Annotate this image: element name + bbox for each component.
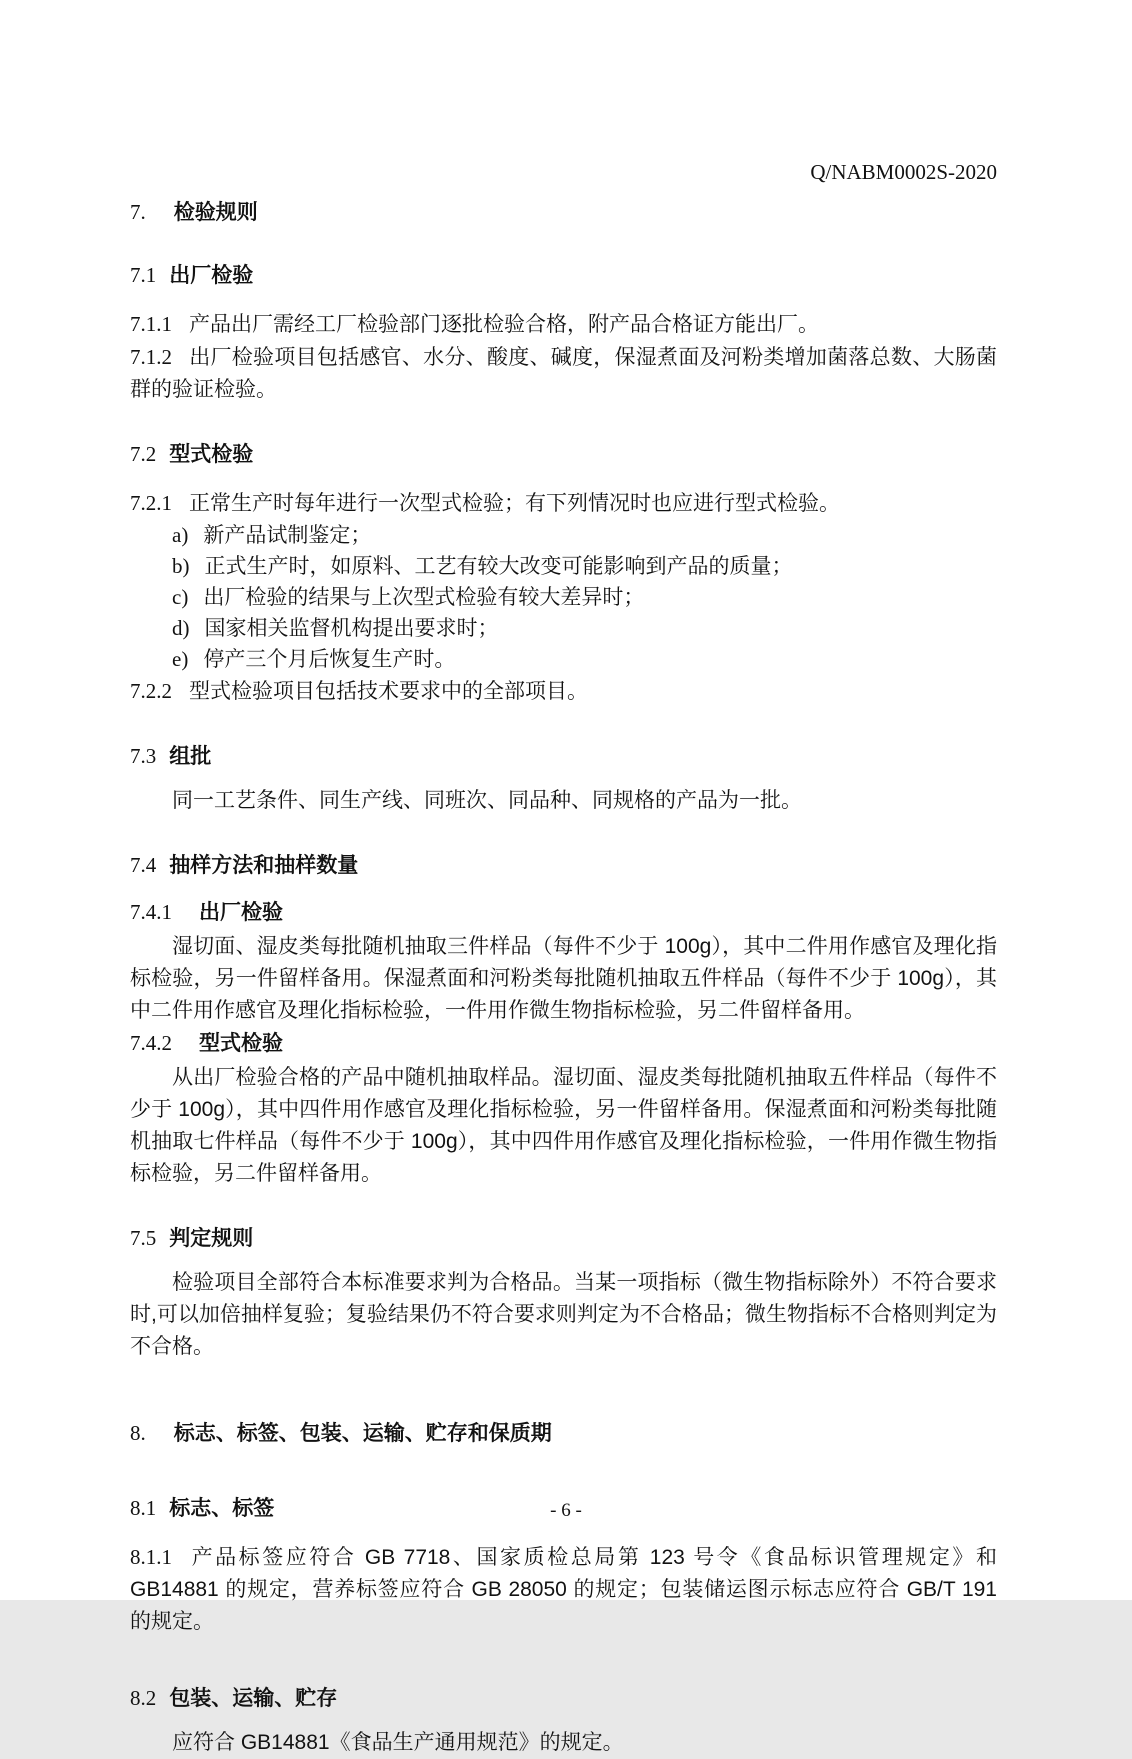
clause-8-1-1-number: 8.1.1	[130, 1545, 172, 1569]
section-8-2-title: 包装、运输、贮存	[169, 1687, 338, 1710]
section-7-4-title: 抽样方法和抽样数量	[169, 854, 359, 877]
paragraph-7-4-2: 从出厂检验合格的产品中随机抽取样品。湿切面、湿皮类每批随机抽取五件样品（每件不少于 100g），其中四件用作感官及理化指标检验，另一件留样备用。保湿煮面和河粉类每批随机抽取七件样品（每件不少于 100g），其中四件用作感官及理化指标检验，一件用作微生物指标检验，另二件留样备用。	[130, 1066, 997, 1185]
section-7-number: 7.	[130, 200, 146, 224]
section-8-number: 8.	[130, 1421, 146, 1445]
list-item-marker: a)	[172, 523, 189, 547]
clause-7-2-1-number: 7.2.1	[130, 491, 172, 515]
section-8-2-heading	[130, 1684, 997, 1713]
section-7-4-heading	[130, 851, 997, 880]
section-7-1-number: 7.1	[130, 263, 157, 287]
section-7-1-heading	[130, 261, 997, 290]
section-7-title: 检验规则	[173, 201, 258, 224]
paragraph-7-4-1: 湿切面、湿皮类每批随机抽取三件样品（每件不少于 100g），其中二件用作感官及理化指标检验，另一件留样备用。保湿煮面和河粉类每批随机抽取五件样品（每件不少于 100g），其中二件用作感官及理化指标检验，一件用作微生物指标检验，另二件留样备用。	[130, 935, 997, 1022]
clause-7-1-2	[130, 341, 997, 406]
section-7-3-title: 组批	[169, 745, 212, 768]
clause-7-2-2-text: 型式检验项目包括技术要求中的全部项目。	[189, 680, 588, 703]
section-7-5-number: 7.5	[130, 1226, 157, 1250]
doc-number: Q/NABM0002S-2020	[810, 160, 997, 184]
section-8-heading	[130, 1419, 997, 1448]
list-item-text: 出厂检验的结果与上次型式检验有较大差异时；	[203, 586, 645, 609]
clause-8-1-1-text: 产品标签应符合 GB 7718、国家质检总局第 123 号令《食品标识管理规定》和 GB14881 的规定，营养标签应符合 GB 28050 的规定；包装储运图示标志应符合 GB/T 191 的规定。	[130, 1546, 997, 1633]
type-inspection-conditions-list	[130, 520, 997, 675]
list-item-marker: e)	[172, 647, 189, 671]
section-7-3-heading	[130, 742, 997, 771]
list-item	[172, 644, 997, 675]
section-7-5-title: 判定规则	[169, 1227, 254, 1250]
list-item-marker: b)	[172, 554, 190, 578]
list-item	[172, 520, 997, 551]
section-7-heading	[130, 198, 997, 227]
clause-7-2-2	[130, 675, 997, 708]
paragraph-7-5: 检验项目全部符合本标准要求判为合格品。当某一项指标（微生物指标除外）不符合要求时,可以加倍抽样复验；复验结果仍不符合要求则判定为不合格品；微生物指标不合格则判定为不合格。	[130, 1271, 997, 1358]
clause-7-1-1-number: 7.1.1	[130, 312, 172, 336]
section-7-4-2-title: 型式检验	[199, 1032, 283, 1055]
list-item-text: 正式生产时，如原料、工艺有较大改变可能影响到产品的质量；	[204, 555, 793, 578]
section-7-4-1-title: 出厂检验	[199, 901, 283, 924]
list-item-marker: c)	[172, 585, 189, 609]
list-item-text: 国家相关监督机构提出要求时；	[204, 617, 499, 640]
clause-7-1-1	[130, 308, 997, 341]
section-7-5-heading	[130, 1224, 997, 1253]
paragraph-8-2: 应符合 GB14881《食品生产通用规范》的规定。	[172, 1731, 624, 1754]
section-8-2-number: 8.2	[130, 1686, 157, 1710]
section-7-4-1-number: 7.4.1	[130, 900, 172, 924]
section-8-1-number: 8.1	[130, 1496, 157, 1520]
list-item	[172, 582, 997, 613]
clause-8-1-1	[130, 1541, 997, 1638]
list-item	[172, 551, 997, 582]
list-item-text: 停产三个月后恢复生产时。	[203, 648, 456, 671]
list-item	[172, 613, 997, 644]
section-7-4-2-number: 7.4.2	[130, 1031, 172, 1055]
clause-7-1-2-text: 出厂检验项目包括感官、水分、酸度、碱度，保湿煮面及河粉类增加菌落总数、大肠菌群的验证检验。	[130, 346, 997, 401]
section-7-4-2-heading	[130, 1029, 997, 1058]
clause-7-2-1-text: 正常生产时每年进行一次型式检验；有下列情况时也应进行型式检验。	[189, 492, 840, 515]
paragraph-7-3: 同一工艺条件、同生产线、同班次、同品种、同规格的产品为一批。	[172, 789, 802, 812]
section-7-2-heading	[130, 440, 997, 469]
section-7-2-number: 7.2	[130, 442, 157, 466]
clause-7-1-1-text: 产品出厂需经工厂检验部门逐批检验合格，附产品合格证方能出厂。	[189, 313, 819, 336]
clause-7-2-2-number: 7.2.2	[130, 679, 172, 703]
section-7-1-title: 出厂检验	[169, 264, 254, 287]
list-item-marker: d)	[172, 616, 190, 640]
section-8-1-title: 标志、标签	[169, 1497, 275, 1520]
section-7-3-number: 7.3	[130, 744, 157, 768]
list-item-text: 新产品试制鉴定；	[203, 524, 372, 547]
clause-7-1-2-number: 7.1.2	[130, 345, 172, 369]
page-number: - 6 -	[550, 1500, 582, 1521]
clause-7-2-1	[130, 487, 997, 520]
section-8-title: 标志、标签、包装、运输、贮存和保质期	[173, 1422, 552, 1445]
section-7-4-1-heading	[130, 898, 997, 927]
section-7-4-number: 7.4	[130, 853, 157, 877]
section-7-2-title: 型式检验	[169, 443, 254, 466]
